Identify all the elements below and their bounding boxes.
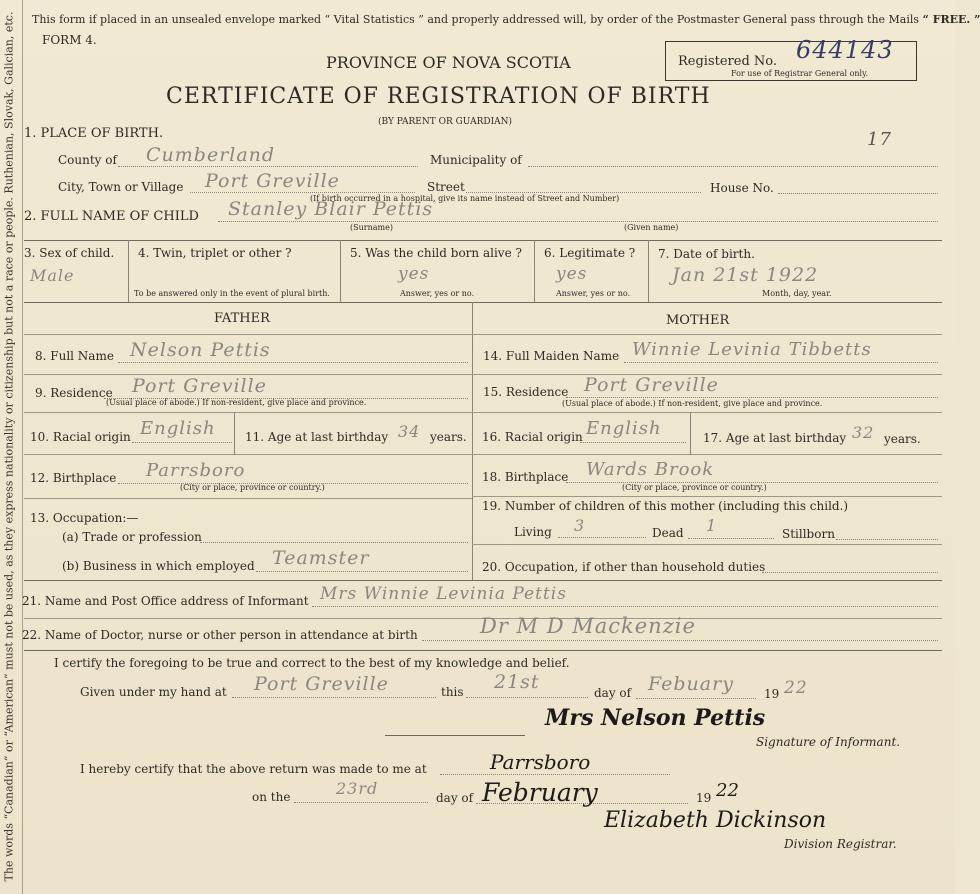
father-residence-value: Port Greville — [132, 375, 267, 397]
dead-value: 1 — [706, 516, 718, 535]
child-name-value: Stanley Blair Pettis — [228, 198, 434, 220]
stillborn-label: Stillborn — [782, 527, 835, 541]
informant-signature-label: Signature of Informant. — [756, 735, 901, 749]
place-of-birth-label: 1. PLACE OF BIRTH. — [24, 126, 164, 141]
left-margin-rule — [22, 0, 23, 894]
twin-note: To be answered only in the event of plural birth. — [134, 289, 330, 298]
certify-statement: I certify the foregoing to be true and correct to the best of my knowledge and belief. — [54, 656, 570, 670]
legitimate-value: yes — [556, 264, 588, 284]
doctor-label: 22. Name of Doctor, nurse or other person in attendance at birth — [22, 628, 418, 642]
mother-name-value: Winnie Levinia Tibbetts — [632, 339, 872, 360]
registrar-signature: Elizabeth Dickinson — [604, 808, 827, 833]
father-name-label: 8. Full Name — [35, 349, 114, 363]
mother-residence-label: 15. Residence — [483, 385, 569, 399]
certificate-title: CERTIFICATE OF REGISTRATION OF BIRTH — [166, 84, 711, 109]
mother-age-value: 32 — [852, 423, 875, 442]
twin-label: 4. Twin, triplet or other ? — [138, 246, 292, 260]
mother-residence-note: (Usual place of abode.) If non-resident, give place and province. — [562, 399, 823, 408]
child-name-label: 2. FULL NAME OF CHILD — [24, 209, 199, 224]
surname-note: (Surname) — [350, 223, 393, 232]
mother-race-label: 16. Racial origin — [482, 430, 583, 444]
trade-label: (a) Trade or profession — [62, 530, 202, 544]
legitimate-note: Answer, yes or no. — [556, 289, 631, 298]
registered-note: For use of Registrar General only. — [731, 69, 869, 78]
mother-birthplace-note: (City or place, province or country.) — [622, 483, 767, 492]
given-day-of-label: day of — [594, 686, 632, 700]
father-birthplace-value: Parrsboro — [146, 460, 246, 481]
street-label: Street — [427, 180, 465, 194]
alive-label: 5. Was the child born alive ? — [350, 246, 522, 260]
given-year-value: 22 — [784, 678, 808, 698]
registrar-day-value: 23rd — [336, 779, 379, 798]
mail-notice: This form if placed in an unsealed envelope marked “ Vital Statistics ” and properly addressed will, by order of the Postmaster General pass through the Mails “ FREE. ” — [32, 13, 980, 26]
alive-value: yes — [398, 264, 430, 284]
father-birthplace-label: 12. Birthplace — [30, 471, 117, 485]
province-heading: PROVINCE OF NOVA SCOTIA — [326, 53, 571, 72]
mother-residence-value: Port Greville — [584, 374, 719, 396]
sex-label: 3. Sex of child. — [24, 246, 115, 260]
informant-value: Mrs Winnie Levinia Pettis — [320, 584, 567, 604]
dob-note: Month, day, year. — [762, 289, 832, 298]
dob-value: Jan 21st 1922 — [672, 264, 819, 286]
registrar-statement: I hereby certify that the above return was made to me at — [80, 762, 427, 776]
dob-label: 7. Date of birth. — [658, 247, 755, 261]
mother-years: years. — [884, 432, 921, 446]
registrar-signature-label: Division Registrar. — [784, 837, 897, 851]
living-label: Living — [514, 525, 552, 539]
city-value: Port Greville — [205, 170, 340, 192]
father-race-label: 10. Racial origin — [30, 430, 131, 444]
house-label: House No. — [710, 181, 774, 195]
registrar-year-value: 22 — [716, 780, 739, 801]
registrar-month-value: February — [482, 778, 598, 807]
given-month-value: Febuary — [648, 673, 734, 695]
business-value: Teamster — [272, 547, 370, 569]
mother-birthplace-value: Wards Brook — [586, 459, 715, 480]
legitimate-label: 6. Legitimate ? — [544, 246, 636, 260]
business-label: (b) Business in which employed — [62, 559, 255, 573]
father-occupation-label: 13. Occupation:— — [30, 511, 139, 525]
father-age-value: 34 — [398, 422, 421, 441]
doctor-value: Dr M D Mackenzie — [480, 614, 696, 638]
father-age-label: 11. Age at last birthday — [245, 430, 389, 444]
mother-race-value: English — [586, 418, 662, 439]
this-label: this — [441, 685, 464, 699]
informant-signature: Mrs Nelson Pettis — [545, 705, 766, 731]
children-count-label: 19. Number of children of this mother (including this child.) — [482, 499, 849, 513]
registered-label: Registered No. — [678, 54, 778, 69]
mother-name-label: 14. Full Maiden Name — [483, 349, 620, 363]
registrar-day-of: day of — [436, 791, 474, 805]
living-value: 3 — [574, 516, 586, 535]
certificate-subtitle: (BY PARENT OR GUARDIAN) — [378, 117, 513, 127]
father-name-value: Nelson Pettis — [130, 339, 271, 361]
street-note: (If birth occurred in a hospital, give its name instead of Street and Number) — [310, 194, 620, 203]
registrar-on-the: on the — [252, 790, 291, 804]
municipality-label: Municipality of — [430, 153, 522, 167]
side-instruction: The words “Canadian” or “American” must not be used, as they express nationality or citizenship but not a race or people. Ruthenian, Slovak, Galician, etc. — [2, 11, 16, 882]
mother-age-label: 17. Age at last birthday — [703, 431, 847, 445]
father-years: years. — [430, 430, 467, 444]
mother-birthplace-label: 18. Birthplace — [482, 470, 569, 484]
mother-occupation-label: 20. Occupation, if other than household duties — [482, 560, 766, 574]
father-race-value: English — [140, 418, 216, 439]
registered-box — [665, 36, 917, 81]
corner-number: 17 — [867, 129, 892, 150]
given-year-prefix: 19 — [764, 687, 780, 701]
alive-note: Answer, yes or no. — [400, 289, 475, 298]
given-name-note: (Given name) — [624, 223, 679, 232]
father-residence-note: (Usual place of abode.) If non-resident, give place and province. — [106, 398, 367, 407]
father-residence-label: 9. Residence — [35, 386, 113, 400]
form-number: FORM 4. — [42, 33, 97, 47]
county-label: County of — [58, 153, 117, 167]
given-place-value: Port Greville — [254, 673, 389, 695]
informant-label: 21. Name and Post Office address of Informant — [22, 594, 309, 608]
given-label: Given under my hand at — [80, 685, 227, 699]
city-label: City, Town or Village — [58, 180, 184, 194]
registered-number: 644143 — [796, 36, 894, 64]
mother-heading: MOTHER — [666, 313, 730, 328]
county-value: Cumberland — [146, 144, 276, 166]
registrar-year-prefix: 19 — [696, 791, 712, 805]
father-heading: FATHER — [214, 311, 270, 326]
dead-label: Dead — [652, 526, 684, 540]
registrar-place-value: Parrsboro — [490, 750, 591, 774]
given-day-value: 21st — [494, 671, 540, 693]
sex-value: Male — [30, 266, 75, 285]
father-birthplace-note: (City or place, province or country.) — [180, 483, 325, 492]
